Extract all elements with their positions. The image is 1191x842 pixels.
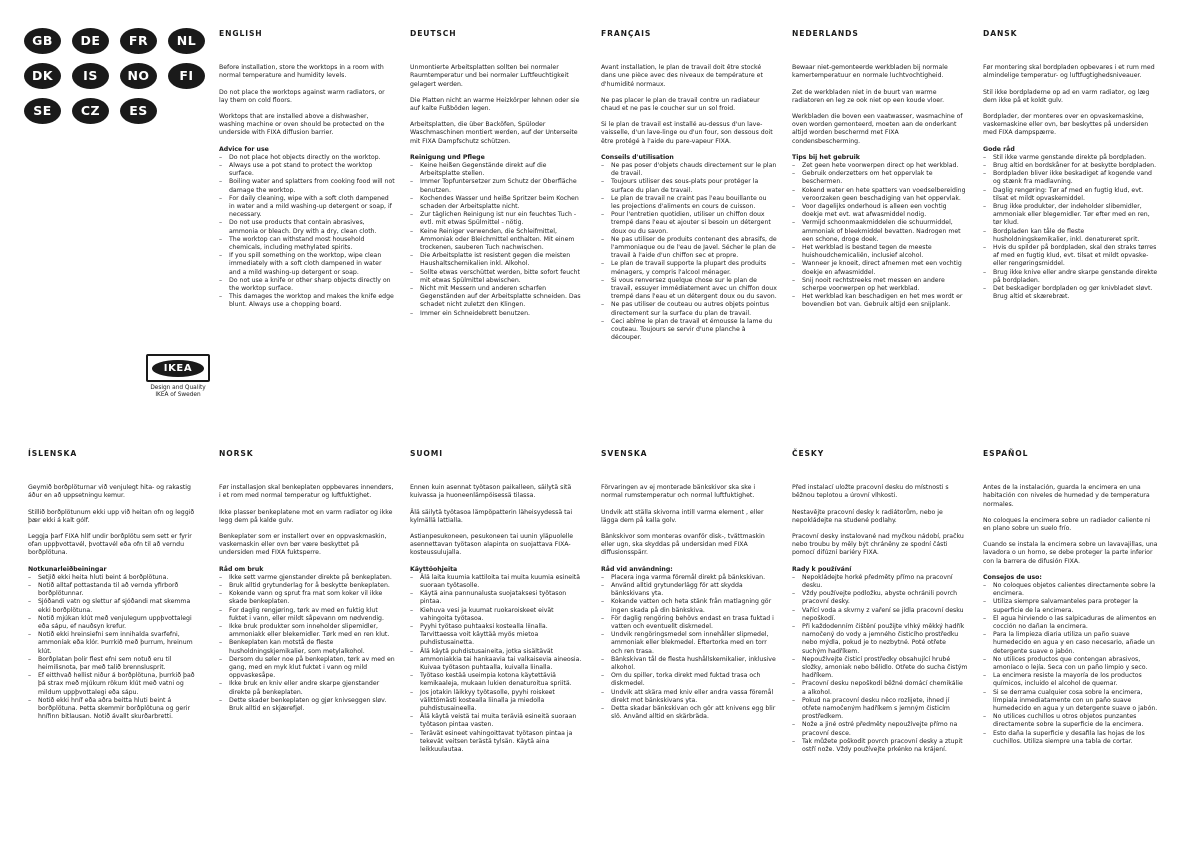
logo-box: [146, 354, 210, 382]
advice-item: – Le plan de travail supporte la plupart des produits ménagers, y compris l'alcool ménager.: [601, 260, 777, 276]
advice-item: – Borðplatan þolir flest efni sem notuð eru til heimilisnota, þar með talið brennslusprit.: [28, 656, 204, 672]
section-title: NEDERLANDS: [792, 29, 859, 38]
logo-caption: [146, 385, 210, 399]
language-badge: DE: [72, 28, 109, 54]
advice-list: [410, 574, 586, 754]
language-section: [601, 450, 777, 729]
section-paragraph: Si le plan de travail est installé au-dessus d'un lave-vaisselle, d'un lave-linge ou d'un four, son dessous doit être protégé à l'aide du pare-vapeur FIXA.: [601, 121, 773, 145]
section-paragraph: Do not place the worktops against warm radiators, or lay them on cold floors.: [219, 88, 385, 104]
advice-item: – Ef eitthvað hellist niður á borðplötuna, þurrkið það þá strax með mjúkum rökum klút með vatni og mildum uppþvottalegi eða sápu.: [28, 672, 204, 697]
section-paragraph: Avant installation, le plan de travail doit être stocké dans une pièce avec des niveaux de température et d'humidité normaux.: [601, 64, 763, 88]
language-badge: DK: [24, 63, 61, 89]
advice-item: – Kokend water en hete spatters van voedselbereiding veroorzaken geen beschadiging van het oppervlak.: [792, 187, 968, 203]
section-subtitle: Käyttöohjeita: [410, 565, 458, 573]
section-title: SUOMI: [410, 449, 443, 458]
advice-item: – Dersom du søler noe på benkeplaten, tørk av med en gang, med en myk klut fuktet i vann og mild oppvaskesåpe.: [219, 656, 395, 681]
advice-item: – Nepokládejte horké předměty přímo na pracovní desku.: [792, 574, 968, 590]
advice-item: – Ne pas poser d'objets chauds directement sur le plan de travail.: [601, 162, 777, 178]
advice-item: – Stil ikke varme genstande direkte på bordpladen.: [983, 154, 1159, 162]
section-paragraph: Cuando se instala la encimera sobre un lavavajillas, una lavadora o un horno, se debe proteger la parte inferior con la barrera de difusión FIXA.: [983, 541, 1158, 565]
advice-item: – Käytä aina pannunalusta suojataksesi työtason pintaa.: [410, 590, 586, 606]
advice-item: – Boiling water and splatters from cooking food will not damage the worktop.: [219, 178, 395, 194]
advice-item: – Vermijd schoonmaakmiddelen die schuurmiddel, ammoniak of bleekmiddel bevatten. Nadrogen met een schone, droge doek.: [792, 219, 968, 244]
advice-item: – Toujours utiliser des sous-plats pour protéger la surface du plan de travail.: [601, 178, 777, 194]
advice-item: – Älä käytä veistä tai muita teräviä esineitä suoraan työtason pintaa vasten.: [410, 713, 586, 729]
advice-item: – Ikke bruk en kniv eller andre skarpe gjenstander direkte på benkeplaten.: [219, 680, 395, 696]
section-subtitle: Consejos de uso:: [983, 573, 1042, 581]
advice-item: – Notið alltaf pottastanda til að vernda yfirborð borðplötunnar.: [28, 582, 204, 598]
section-paragraph: Bänkskivor som monteras ovanför disk-, tvättmaskin eller ugn, ska skyddas på undersidan med FIXA diffusionsspärr.: [601, 533, 765, 557]
advice-list: [983, 154, 1159, 302]
advice-item: – Ceci abîme le plan de travail et émousse la lame du couteau. Toujours se servir d'une planche à découper.: [601, 318, 777, 343]
advice-item: – Jos jotakin läikkyy työtasolle, pyyhi roiskeet välittömästi kostealla liinalla ja miedolla puhdistusaineella.: [410, 689, 586, 714]
advice-item: – Immer ein Schneidebrett benutzen.: [410, 310, 586, 318]
logo-caption-line: IKEA of Sweden: [155, 392, 201, 398]
section-paragraph: Zet de werkbladen niet in de buurt van warme radiatoren en leg ze ook niet op een koude vloer.: [792, 88, 945, 104]
advice-item: – Daglig rengøring: Tør af med en fugtig klud, evt. tilsat et mildt opvaskemiddel.: [983, 187, 1159, 203]
language-section: [219, 30, 395, 318]
advice-item: – Kiehuva vesi ja kuumat ruokaroiskeet eivät vahingoita työtasoa.: [410, 607, 586, 623]
advice-item: – Hvis du spilder på bordpladen, skal den straks tørres af med en fugtig klud, evt. tilsat et mildt opvaske- eller rengøringsmiddel.: [983, 244, 1159, 269]
section-title: ÍSLENSKA: [28, 449, 78, 458]
ikea-logo: [146, 354, 210, 399]
section-paragraph: Worktops that are installed above a dishwasher, washing machine or oven should be protected on the underside with FIXA diffusion barrier.: [219, 113, 385, 137]
advice-item: – Immer Topfuntersetzer zum Schutz der Oberfläche benutzen.: [410, 178, 586, 194]
advice-item: – Bänkskivan tål de flesta hushållskemikalier, inklusive alkohol.: [601, 656, 777, 672]
advice-item: – Placera inga varma föremål direkt på bänkskivan.: [601, 574, 777, 582]
section-paragraph: Nestavějte pracovní desky k radiátorům, nebo je nepokládejte na studené podlahy.: [792, 508, 943, 524]
advice-item: – Brug ikke produkter, der indeholder slibemidler, ammoniak eller blegemidler. Tør efter med en ren, tør klud.: [983, 203, 1159, 228]
section-paragraph: Astianpesukoneen, pesukoneen tai uunin yläpuolelle asennettavan työtason alapinta on suojattava FIXA-kosteussulujalla.: [410, 533, 574, 557]
advice-list: [601, 574, 777, 722]
advice-item: – Si vous renversez quelque chose sur le plan de travail, essuyer immédiatement avec un chiffon doux trempé dans l'eau et un détergent doux ou du savon.: [601, 277, 777, 302]
advice-item: – Ne pas utiliser de couteau ou autres objets pointus directement sur la surface du plan de travail.: [601, 301, 777, 317]
advice-item: – Notið ekki hníf eða aðra beitta hluti beint á borðplötuna. Þetta skemmir borðplötuna og gerir hnífinn bitlausan. Notið ávallt skurðarbretti.: [28, 697, 204, 722]
advice-item: – Undvik rengöringsmedel som innehåller slipmedel, ammoniak eller blekmedel. Eftertorka med en torr och ren trasa.: [601, 631, 777, 656]
advice-item: – Kokende vann og sprut fra mat som koker vil ikke skade benkeplaten.: [219, 590, 395, 606]
advice-item: – Para la limpieza diaria utiliza un paño suave humedecido en agua y en caso necesario, añade un detergente suave o jabón.: [983, 631, 1159, 656]
section-paragraph: Ennen kuin asennat työtason paikalleen, säilytä sitä kuivassa ja huoneenlämpöisessä tilassa.: [410, 484, 572, 500]
advice-item: – Wanneer je knoeit, direct afnemen met een vochtig doekje en afwasmiddel.: [792, 260, 968, 276]
section-paragraph: Leggja þarf FIXA hlíf undir borðplötu sem sett er fyrir ofan uppþvottavél, þvottavél eða ofn til að verndu borðplötuna.: [28, 533, 192, 557]
section-subtitle: Advice for use: [219, 145, 269, 153]
advice-item: – Työtaso kestää useimpia kotona käytettäviä kemikaaleja, mukaan lukien denaturoitua spriitä.: [410, 672, 586, 688]
advice-item: – Bruk alltid grytunderlag for å beskytte benkeplaten.: [219, 582, 395, 590]
advice-item: – Het werkblad kan beschadigen en het mes wordt er bovendien bot van. Gebruik altijd een snijplank.: [792, 293, 968, 309]
advice-item: – Älä käytä puhdistusaineita, jotka sisältävät ammoniakkia tai hankaavia tai valkaisevia aineosia. Kuivaa työtason puhtaalla, kuivalla liinalla.: [410, 648, 586, 673]
advice-item: – Voor dagelijks onderhoud is alleen een vochtig doekje met evt. wat afwasmiddel nodig.: [792, 203, 968, 219]
section-subtitle: Reinigung und Pflege: [410, 153, 485, 161]
advice-item: – No utilices cuchillos u otros objetos punzantes directamente sobre la superficie de la encimera.: [983, 713, 1159, 729]
advice-item: – No coloques objetos calientes directamente sobre la encimera.: [983, 582, 1159, 598]
advice-item: – Ne pas utiliser de produits contenant des abrasifs, de l'ammoniaque ou de l'eau de Javel. Sécher le plan de travail à l'aide d'un chiffon sec et propre.: [601, 236, 777, 261]
advice-item: – Om du spiller, torka direkt med fuktad trasa och diskmedel.: [601, 672, 777, 688]
advice-item: – The worktop can withstand most household chemicals, including methylated spirits.: [219, 236, 395, 252]
advice-item: – Always use a pot stand to protect the worktop surface.: [219, 162, 395, 178]
advice-item: – Keine Reiniger verwenden, die Schleifmittel, Ammoniak oder Bleichmittel enthalten. Mit einem trockenen, sauberen Tuch nachwischen.: [410, 228, 586, 253]
section-paragraph: Arbeitsplatten, die über Backöfen, Spüloder Waschmaschinen montiert werden, auf der Unterseite mit FIXA Dampfschutz schützen.: [410, 121, 578, 145]
section-paragraph: Ne pas placer le plan de travail contre un radiateur chaud et ne pas le coucher sur un sol froid.: [601, 96, 760, 113]
language-section: [792, 450, 968, 762]
advice-list: [410, 162, 586, 318]
advice-item: – Kokande vatten och heta stänk från matlagning gör ingen skada på din bänkskiva.: [601, 598, 777, 614]
advice-item: – Kochendes Wasser und heiße Spritzer beim Kochen schaden der Arbeitsplatte nicht.: [410, 195, 586, 211]
section-subtitle: Conseils d'utilisation: [601, 153, 674, 161]
section-paragraph: Bordplader, der monteres over en opvaskemaskine, vaskemaskine eller ovn, bør beskyttes på undersiden med FIXA dampspærre.: [983, 113, 1149, 137]
advice-item: – Notið mjúkan klút með venjulegum uppþvottalegi eða sápu, ef nauðsyn krefur.: [28, 615, 204, 631]
section-paragraph: Undvik att ställa skivorna intill varma element , eller lägga dem på kalla golv.: [601, 508, 764, 524]
section-paragraph: Pracovní desky instalované nad myčkou nádobí, pračku nebo troubu by měly být chráněny ze spodní části pomocí difúzní bariéry FIXA.: [792, 533, 964, 557]
advice-item: – If you spill something on the worktop, wipe clean immediately with a soft cloth dampened in water and a mild washing-up detergent or soap.: [219, 252, 395, 277]
advice-item: – Brug altid en bordskåner for at beskytte bordpladen.: [983, 162, 1159, 170]
section-paragraph: Die Platten nicht an warme Heizkörper lehnen oder sie auf kalte Fußböden legen.: [410, 96, 580, 113]
advice-item: – Zet geen hete voorwerpen direct op het werkblad.: [792, 162, 968, 170]
section-paragraph: Før installasjon skal benkeplaten oppbevares innendørs, i et rom med normal temperatur og luftfuktighet.: [219, 484, 394, 500]
advice-item: – Notið ekki hreinsiefni sem innihalda svarfefni, ammoníak eða klór. Þurrkið með þurrum, hreinum klút.: [28, 631, 204, 656]
section-paragraph: Geymið borðplöturnar við venjulegt hita- og rakastig áður en að uppsetningu kemur.: [28, 484, 191, 500]
section-paragraph: Før montering skal bordpladen opbevares i et rum med almindelige temperatur- og luftfugtighedsniveauer.: [983, 64, 1155, 80]
advice-item: – Pour l'entretien quotidien, utiliser un chiffon doux trempé dans l'eau et ajouter si besoin un détergent doux ou du savon.: [601, 211, 777, 236]
advice-item: – Det beskadiger bordpladen og gør knivbladet sløvt. Brug altid et skærebræt.: [983, 285, 1159, 301]
advice-item: – Pyyhi työtaso puhtaaksi kostealla liinalla. Tarvittaessa voit käyttää myös mietoa puhdistusainetta.: [410, 623, 586, 648]
language-section: [410, 30, 586, 326]
advice-item: – Nepoužívejte čisticí prostředky obsahující hrubé složky, amoniak nebo bělidlo. Otřete do sucha čistým hadříkem.: [792, 656, 968, 681]
section-title: ESPAÑOL: [983, 449, 1029, 458]
section-title: ENGLISH: [219, 29, 263, 38]
advice-item: – Snij nooit rechtstreeks met messen en andere scherpe voorwerpen op het werkblad.: [792, 277, 968, 293]
advice-item: – Setjið ekki heita hluti beint á borðplötuna.: [28, 574, 204, 582]
logo-wordmark: IKEA: [152, 360, 204, 377]
advice-item: – Ikke sett varme gjenstander direkte på benkeplaten.: [219, 574, 395, 582]
section-subtitle: Tips bij het gebruik: [792, 153, 860, 161]
language-section: [410, 450, 586, 762]
language-badge: NO: [120, 63, 157, 89]
advice-list: [983, 582, 1159, 746]
section-title: DEUTSCH: [410, 29, 457, 38]
logo-caption-line: Design and Quality: [150, 385, 206, 391]
section-paragraph: Förvaringen av ej monterade bänkskivor ska ske i normal rumstemperatur och normal luftfuktighet.: [601, 484, 756, 500]
advice-list: [792, 162, 968, 310]
advice-item: – Utiliza siempre salvamanteles para proteger la superficie de la encimera.: [983, 598, 1159, 614]
advice-item: – Do not place hot objects directly on the worktop.: [219, 154, 395, 162]
advice-item: – För daglig rengöring behövs endast en trasa fuktad i vatten och eventuellt diskmedel.: [601, 615, 777, 631]
advice-item: – La encimera resiste la mayoría de los productos químicos, incluido el alcohol de quemar.: [983, 672, 1159, 688]
language-badge: CZ: [72, 98, 109, 124]
section-subtitle: Råd om bruk: [219, 565, 264, 573]
language-section: [601, 30, 777, 351]
advice-item: – Brug ikke knive eller andre skarpe genstande direkte på bordpladen.: [983, 269, 1159, 285]
advice-item: – Nože a jiné ostré předměty nepoužívejte přímo na pracovní desce.: [792, 721, 968, 737]
advice-item: – Bordpladen kan tåle de fleste husholdningskemikalier, inkl. denatureret sprit.: [983, 228, 1159, 244]
advice-item: – Zur täglichen Reinigung ist nur ein feuchtes Tuch - evtl. mit etwas Spülmittel - nötig.: [410, 211, 586, 227]
advice-item: – Ikke bruk produkter som inneholder slipemidler, ammoniakk eller blekemidler. Tørk med en ren klut.: [219, 623, 395, 639]
advice-item: – Keine heißen Gegenstände direkt auf die Arbeitsplatte stellen.: [410, 162, 586, 178]
language-badge: FR: [120, 28, 157, 54]
language-badge: GB: [24, 28, 61, 54]
language-section: [983, 30, 1159, 309]
advice-item: – Vařící voda a skvrny z vaření se jídla pracovní desku nepoškodí.: [792, 607, 968, 623]
section-title: DANSK: [983, 29, 1018, 38]
language-badge: ES: [120, 98, 157, 124]
advice-item: – Detta skadar bänkskivan och gör att knivens egg blir slö. Använd alltid en skärbräda.: [601, 705, 777, 721]
advice-item: – Pokud na pracovní desku něco rozlijete, ihned jí otřete namočeným hadříkem s jemným čisticím prostředkem.: [792, 697, 968, 722]
section-paragraph: Werkbladen die boven een vaatwasser, wasmachine of oven worden gemonteerd, moeten aan de onderkant altijd worden beschermd met FIXA condensbescherming.: [792, 113, 963, 145]
advice-item: – Gebruik onderzetters om het oppervlak te beschermen.: [792, 170, 968, 186]
advice-item: – Při každodenním čištění použijte vlhký měkký hadřík namočený do vody a jemného čisticího prostředku nebo mýdla, pokud je to nezbytné. Poté otřete suchým hadříkem.: [792, 623, 968, 656]
section-paragraph: Bewaar niet-gemonteerde werkbladen bij normale kamertemperatuur en normale luchtvochtigheid.: [792, 64, 948, 80]
section-paragraph: Before installation, store the worktops in a room with normal temperature and humidity levels.: [219, 64, 384, 80]
advice-item: – Pracovní desku nepoškodí běžné domácí chemikálie a alkohol.: [792, 680, 968, 696]
advice-list: [219, 574, 395, 713]
advice-item: – For daglig rengjøring, tørk av med en fuktig klut fuktet i vann, eller mildt såpevann om nødvendig.: [219, 607, 395, 623]
language-badge: SE: [24, 98, 61, 124]
language-section: [28, 450, 204, 729]
advice-item: – Benkeplaten kan motstå de fleste husholdningskjemikalier, som metylalkohol.: [219, 639, 395, 655]
advice-item: – Älä laita kuumia kattiloita tai muita kuumia esineitä suoraan työtasolle.: [410, 574, 586, 590]
advice-item: – No utilices productos que contengan abrasivos, amoníaco o lejía. Seca con un paño limpio y seco.: [983, 656, 1159, 672]
advice-item: – For daily cleaning, wipe with a soft cloth dampened in water and a mild washing-up detergent or soap, if necessary.: [219, 195, 395, 220]
advice-list: [28, 574, 204, 722]
advice-item: – Het werkblad is bestand tegen de meeste huishoudchemicaliën, inclusief alcohol.: [792, 244, 968, 260]
advice-item: – Nicht mit Messern und anderen scharfen Gegenständen auf der Arbeitsplatte schneiden. Das schadet nicht zuletzt den Klingen.: [410, 285, 586, 310]
language-section: [219, 450, 395, 721]
section-subtitle: Råd vid användning:: [601, 565, 673, 573]
section-subtitle: Rady k používání: [792, 565, 852, 573]
section-paragraph: Stil ikke bordpladerne op ad en varm radiator, og læg dem ikke på et koldt gulv.: [983, 88, 1150, 104]
section-paragraph: Unmontierte Arbeitsplatten sollten bei normaler Raumtemperatur und bei normaler Luftfeuchtigkeit gelagert werden.: [410, 64, 569, 88]
section-subtitle: Gode råd: [983, 145, 1015, 153]
section-paragraph: No coloques la encimera sobre un radiador caliente ni en plano sobre un suelo frío.: [983, 516, 1151, 533]
section-paragraph: Antes de la instalación, guarda la encimera en una habitación con niveles de humedad y de temperatura normales.: [983, 484, 1150, 508]
advice-item: – Le plan de travail ne craint pas l'eau bouillante ou les projections d'aliments en cours de cuisson.: [601, 195, 777, 211]
section-title: ČESKY: [792, 449, 825, 458]
section-paragraph: Älä säilytä työtasoa lämpöpatterin läheisyydessä tai kylmällä lattialla.: [410, 508, 573, 524]
section-paragraph: Stillið borðplötunum ekki upp við heitan ofn og leggið þær ekki á kalt gólf.: [28, 508, 195, 524]
language-badge: FI: [168, 63, 205, 89]
advice-list: [219, 154, 395, 310]
language-section: [983, 450, 1159, 754]
advice-item: – Vždy používejte podložku, abyste ochránili povrch pracovní desky.: [792, 590, 968, 606]
section-paragraph: Před instalací uložte pracovní desku do místnosti s běžnou teplotou a úrovní vlhkosti.: [792, 484, 949, 500]
advice-item: – Do not use a knife or other sharp objects directly on the worktop surface.: [219, 277, 395, 293]
language-badge: IS: [72, 63, 109, 89]
advice-item: – Die Arbeitsplatte ist resistent gegen die meisten Haushaltschemikalien inkl. Alkohol.: [410, 252, 586, 268]
language-section: [792, 30, 968, 318]
advice-item: – This damages the worktop and makes the knife edge blunt. Always use a chopping board.: [219, 293, 395, 309]
section-subtitle: Notkunarleiðbeiningar: [28, 565, 107, 573]
advice-item: – Terävät esineet vahingoittavat työtason pintaa ja tekevät veitsen terästä tylsän. Käytä aina leikkuulautaa.: [410, 730, 586, 755]
advice-item: – Bordpladen bliver ikke beskadiget af kogende vand og stænk fra madlavning.: [983, 170, 1159, 186]
section-title: NORSK: [219, 449, 254, 458]
language-badge: NL: [168, 28, 205, 54]
advice-list: [792, 574, 968, 754]
advice-list: [601, 162, 777, 342]
section-title: FRANÇAIS: [601, 29, 652, 38]
advice-item: – Sollte etwas verschüttet werden, bitte sofort feucht mit etwas Spülmittel abwischen.: [410, 269, 586, 285]
advice-item: – Dette skader benkeplaten og gjør knivseggen sløv. Bruk alltid en skjærefjøl.: [219, 697, 395, 713]
advice-item: – Undvik att skära med kniv eller andra vassa föremål direkt mot bänkskivans yta.: [601, 689, 777, 705]
advice-item: – Do not use products that contain abrasives, ammonia or bleach. Dry with a dry, clean cloth.: [219, 219, 395, 235]
section-title: SVENSKA: [601, 449, 648, 458]
section-paragraph: Ikke plasser benkeplatene mot en varm radiator og ikke legg dem på kalde gulv.: [219, 508, 393, 524]
section-paragraph: Benkeplater som er installert over en oppvaskmaskin, vaskemaskin eller ovn bør være beskyttet på undersiden med FIXA fuktsperre.: [219, 533, 387, 557]
advice-item: – Använd alltid grytunderlägg för att skydda bänkskivans yta.: [601, 582, 777, 598]
advice-item: – El agua hirviendo o las salpicaduras de alimentos en cocción no dañan la encimera.: [983, 615, 1159, 631]
advice-item: – Sjóðandi vatn og slettur af sjóðandi mat skemma ekki borðplötuna.: [28, 598, 204, 614]
advice-item: – Si se derrama cualquier cosa sobre la encimera, límpiala inmediatamente con un paño suave humedecido en agua y un detergente suave o jabón.: [983, 689, 1159, 714]
advice-item: – Tak můžete poškodit povrch pracovní desky a ztupit ostří nože. Vždy používejte prkénko na krájení.: [792, 738, 968, 754]
advice-item: – Esto daña la superficie y desafila las hojas de los cuchillos. Utiliza siempre una tabla de cortar.: [983, 730, 1159, 746]
